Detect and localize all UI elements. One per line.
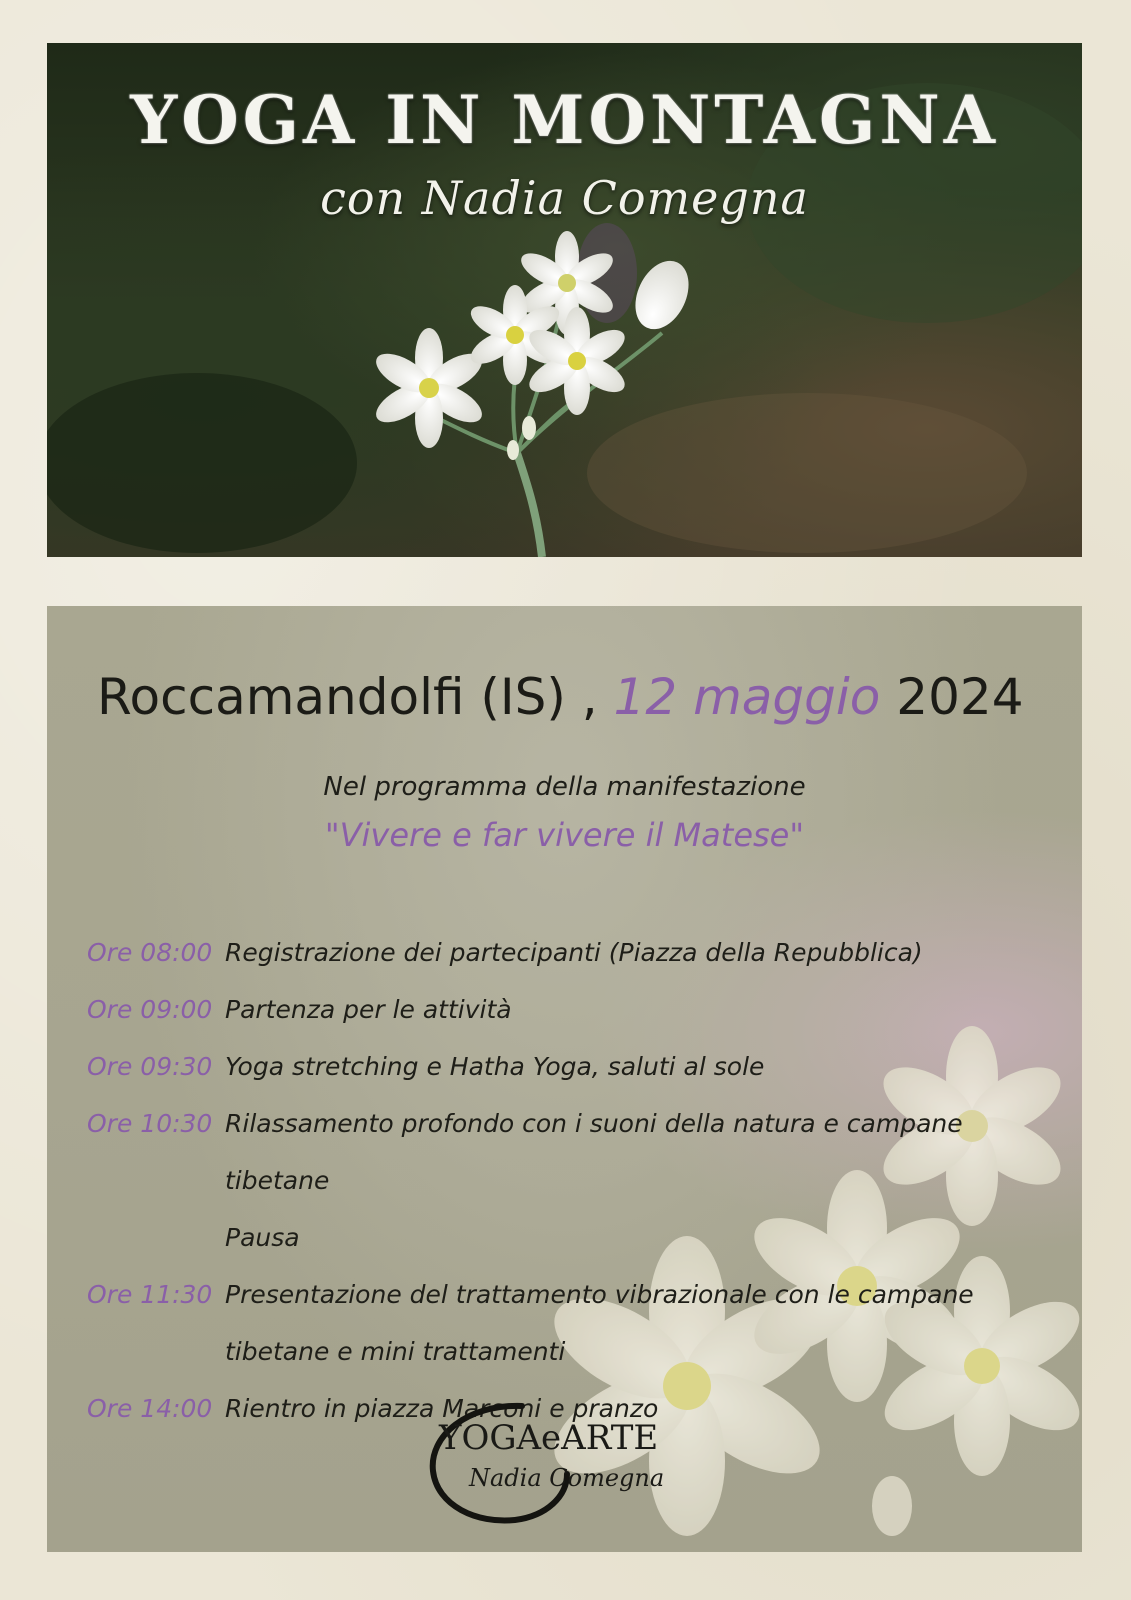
- event-place: Roccamandolfi (IS) ,: [97, 668, 598, 726]
- schedule-time: Ore 11:30: [87, 1280, 213, 1309]
- schedule-list: [87, 924, 1067, 1437]
- event-name: "Vivere e far vivere il Matese": [324, 816, 805, 854]
- schedule-desc: Pausa: [225, 1223, 300, 1252]
- schedule-desc: Rilassamento profondo con i suoni della natura e campane tibetane: [225, 1109, 963, 1195]
- yoga-e-arte-logo: [427, 1396, 687, 1526]
- logo-main-text: YOGAeARTE: [439, 1418, 659, 1458]
- schedule-row: [87, 1323, 1067, 1380]
- schedule-desc: Rientro in piazza Marconi e pranzo: [225, 1394, 659, 1423]
- schedule-time: Ore 10:30: [87, 1109, 213, 1138]
- schedule-row: [87, 924, 1067, 981]
- program-panel: [47, 606, 1082, 1552]
- schedule-time: Ore 09:00: [87, 995, 213, 1024]
- hero-photo: [47, 43, 1082, 557]
- schedule-desc: Yoga stretching e Hatha Yoga, saluti al sole: [225, 1052, 765, 1081]
- schedule-row: [87, 1095, 1067, 1209]
- schedule-row: [87, 981, 1067, 1038]
- page-title: YOGA IN MONTAGNA: [130, 81, 999, 159]
- schedule-time: Ore 14:00: [87, 1394, 213, 1423]
- schedule-time: Ore 09:30: [87, 1052, 213, 1081]
- schedule-row: [87, 1209, 1067, 1266]
- schedule-desc: Registrazione dei partecipanti (Piazza della Repubblica): [225, 938, 923, 967]
- event-headline: [97, 668, 1024, 726]
- schedule-desc: tibetane e mini trattamenti: [225, 1337, 566, 1366]
- logo-sub-text: Nadia Comegna: [469, 1464, 665, 1492]
- event-year: 2024: [896, 668, 1024, 726]
- schedule-row: [87, 1266, 1067, 1323]
- page-subtitle: con Nadia Comegna: [320, 171, 809, 225]
- schedule-time: Ore 08:00: [87, 938, 213, 967]
- schedule-row: [87, 1038, 1067, 1095]
- schedule-desc: Partenza per le attività: [225, 995, 512, 1024]
- enso-circle-icon: [427, 1396, 687, 1526]
- event-intro: Nel programma della manifestazione: [323, 772, 806, 802]
- schedule-desc: Presentazione del trattamento vibrazionale con le campane: [225, 1280, 974, 1309]
- event-date: 12 maggio: [613, 668, 881, 726]
